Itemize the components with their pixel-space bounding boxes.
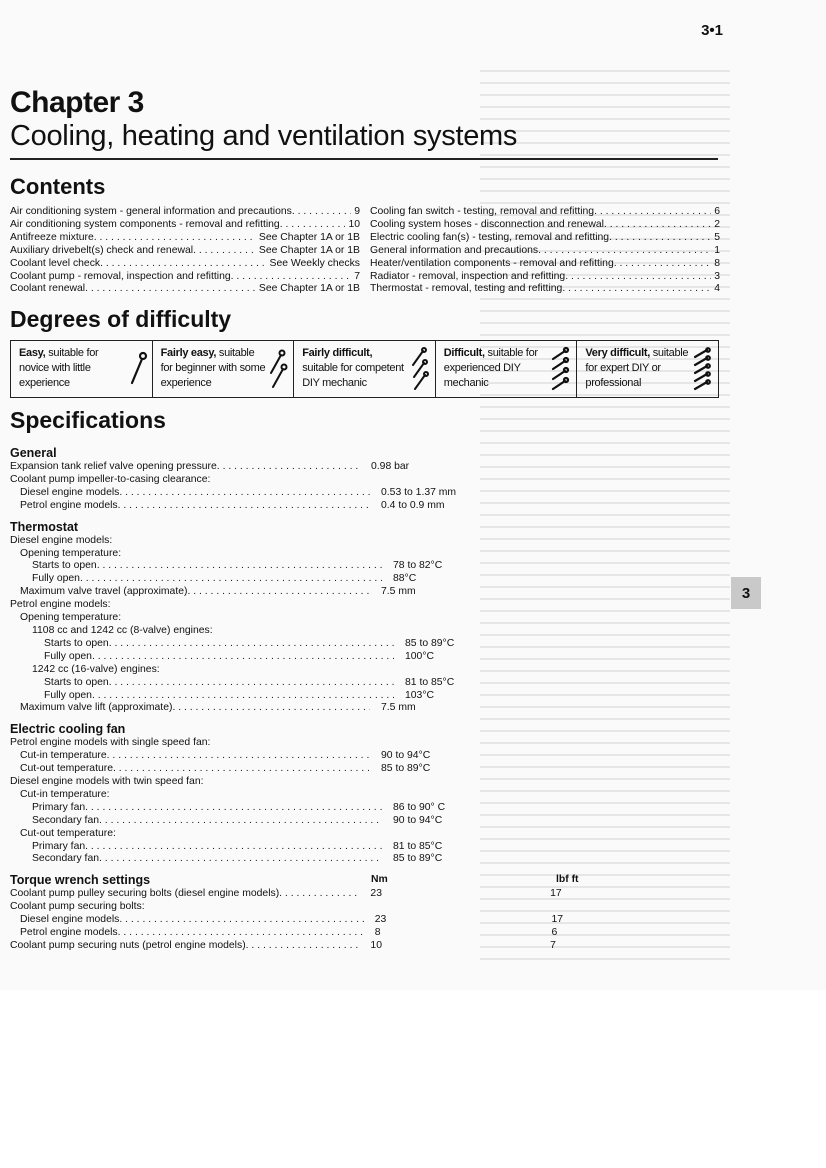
scan-margin [0, 990, 826, 1168]
spec-row: Petrol engine models . . . 0.4 to 0.9 mm [10, 500, 630, 513]
thermostat-heading: Thermostat [10, 519, 79, 534]
spec-row: Cut-in temperature: [20, 788, 110, 800]
spec-row: Diesel engine models: [10, 534, 113, 546]
contents-entry: Auxiliary drivebelt(s) check and renewal . . . See Chapter 1A or 1B [10, 245, 360, 258]
torque-row: Petrol engine models . . . 8 6 [10, 927, 630, 940]
torque-col-nm: Nm [371, 874, 388, 886]
spec-row: Expansion tank relief valve opening pressure . . . 0.98 bar [10, 461, 630, 474]
contents-entry: Air conditioning system components - removal and refitting . . . 10 [10, 219, 360, 232]
spec-row: Maximum valve lift (approximate) . . . 7.5 mm [10, 702, 630, 715]
five-spanners-icon [692, 347, 714, 391]
three-spanners-icon [409, 347, 431, 391]
title-rule [10, 158, 718, 160]
difficulty-level-difficult: Difficult, suitable for experienced DIY mechanic [435, 341, 577, 397]
spec-row: Secondary fan . . . 90 to 94°C [10, 815, 630, 828]
torque-heading: Torque wrench settings [10, 873, 151, 888]
specifications-list [10, 443, 630, 953]
general-heading: General [10, 446, 57, 460]
two-spanners-icon [267, 347, 289, 391]
spec-row: Maximum valve travel (approximate) . . . 7.5 mm [10, 586, 630, 599]
spec-row: Starts to open . . . 81 to 85°C [10, 677, 630, 690]
torque-heading-row [10, 872, 630, 888]
spec-row: Fully open . . . 88°C [10, 573, 630, 586]
spec-row: Cut-out temperature: [20, 827, 116, 839]
torque-row: Diesel engine models . . . 23 17 [10, 914, 630, 927]
four-spanners-icon [550, 347, 572, 391]
contents-left-column [10, 206, 360, 296]
spec-row: Diesel engine models . . . 0.53 to 1.37 mm [10, 487, 630, 500]
chapter-side-tab: 3 [731, 577, 761, 609]
difficulty-level-fairly-easy: Fairly easy, suitable for beginner with some experience [152, 341, 294, 397]
chapter-number: Chapter 3 [10, 86, 144, 119]
spec-row: Coolant pump impeller-to-casing clearance: [10, 473, 211, 485]
contents-entry: Coolant level check . . . See Weekly checks [10, 258, 360, 271]
fan-heading: Electric cooling fan [10, 722, 126, 737]
spec-row: Opening temperature: [20, 612, 122, 624]
spec-row: Starts to open . . . 78 to 82°C [10, 560, 630, 573]
contents-right-column [370, 206, 720, 296]
contents-entry: Cooling system hoses - disconnection and renewal . . . 2 [370, 219, 720, 232]
difficulty-level-easy: Easy, suitable for novice with little experience [11, 341, 152, 397]
spec-row: Fully open . . . 100°C [10, 651, 630, 664]
degrees-heading: Degrees of difficulty [10, 306, 232, 332]
spec-row: Petrol engine models with single speed fan: [10, 737, 211, 749]
spec-row: 1108 cc and 1242 cc (8-valve) engines: [32, 624, 213, 636]
spec-row: Cut-out temperature . . . 85 to 89°C [10, 763, 630, 776]
contents-entry: Air conditioning system - general information and precautions . . . 9 [10, 206, 360, 219]
contents-entry: Coolant renewal . . . See Chapter 1A or 1B [10, 283, 360, 296]
contents-entry: Radiator - removal, inspection and refitting . . . 3 [370, 271, 720, 284]
contents-entry: Cooling fan switch - testing, removal and refitting . . . 6 [370, 206, 720, 219]
spec-row: Petrol engine models: [10, 599, 111, 611]
contents-entry: General information and precautions . . . 1 [370, 245, 720, 258]
contents-entry: Coolant pump - removal, inspection and refitting . . . 7 [10, 271, 360, 284]
torque-col-lbf: lbf ft [556, 874, 579, 886]
difficulty-level-very-difficult: Very difficult, suitable for expert DIY or professional [576, 341, 718, 397]
difficulty-box [10, 340, 719, 398]
spec-row: Diesel engine models with twin speed fan: [10, 776, 204, 788]
one-spanner-icon [126, 347, 148, 391]
torque-row: Coolant pump pulley securing bolts (diesel engine models) . . . 23 17 [10, 888, 630, 901]
spec-row: Fully open . . . 103°C [10, 690, 630, 703]
spec-row: Opening temperature: [20, 547, 122, 559]
contents-entry: Electric cooling fan(s) - testing, removal and refitting . . . 5 [370, 232, 720, 245]
contents-entry: Thermostat - removal, testing and refitting . . . 4 [370, 283, 720, 296]
spec-row: Primary fan . . . 86 to 90° C [10, 802, 630, 815]
chapter-title: Cooling, heating and ventilation systems [10, 120, 518, 152]
page-number: 3•1 [701, 22, 723, 39]
specifications-heading: Specifications [10, 407, 166, 433]
torque-row: Coolant pump securing bolts: [10, 901, 145, 913]
contents-entry: Antifreeze mixture . . . See Chapter 1A or 1B [10, 232, 360, 245]
spec-row: Primary fan . . . 81 to 85°C [10, 841, 630, 854]
spec-row: Cut-in temperature . . . 90 to 94°C [10, 750, 630, 763]
torque-row: Coolant pump securing nuts (petrol engine models) . . . 10 7 [10, 940, 630, 953]
spec-row: Secondary fan . . . 85 to 89°C [10, 853, 630, 866]
contents-heading: Contents [10, 174, 106, 199]
difficulty-level-fairly-difficult: Fairly difficult, suitable for competent DIY mechanic [293, 341, 435, 397]
spec-row: Starts to open . . . 85 to 89°C [10, 638, 630, 651]
contents-entry: Heater/ventilation components - removal and refitting . . . 8 [370, 258, 720, 271]
spec-row: 1242 cc (16-valve) engines: [32, 663, 160, 675]
